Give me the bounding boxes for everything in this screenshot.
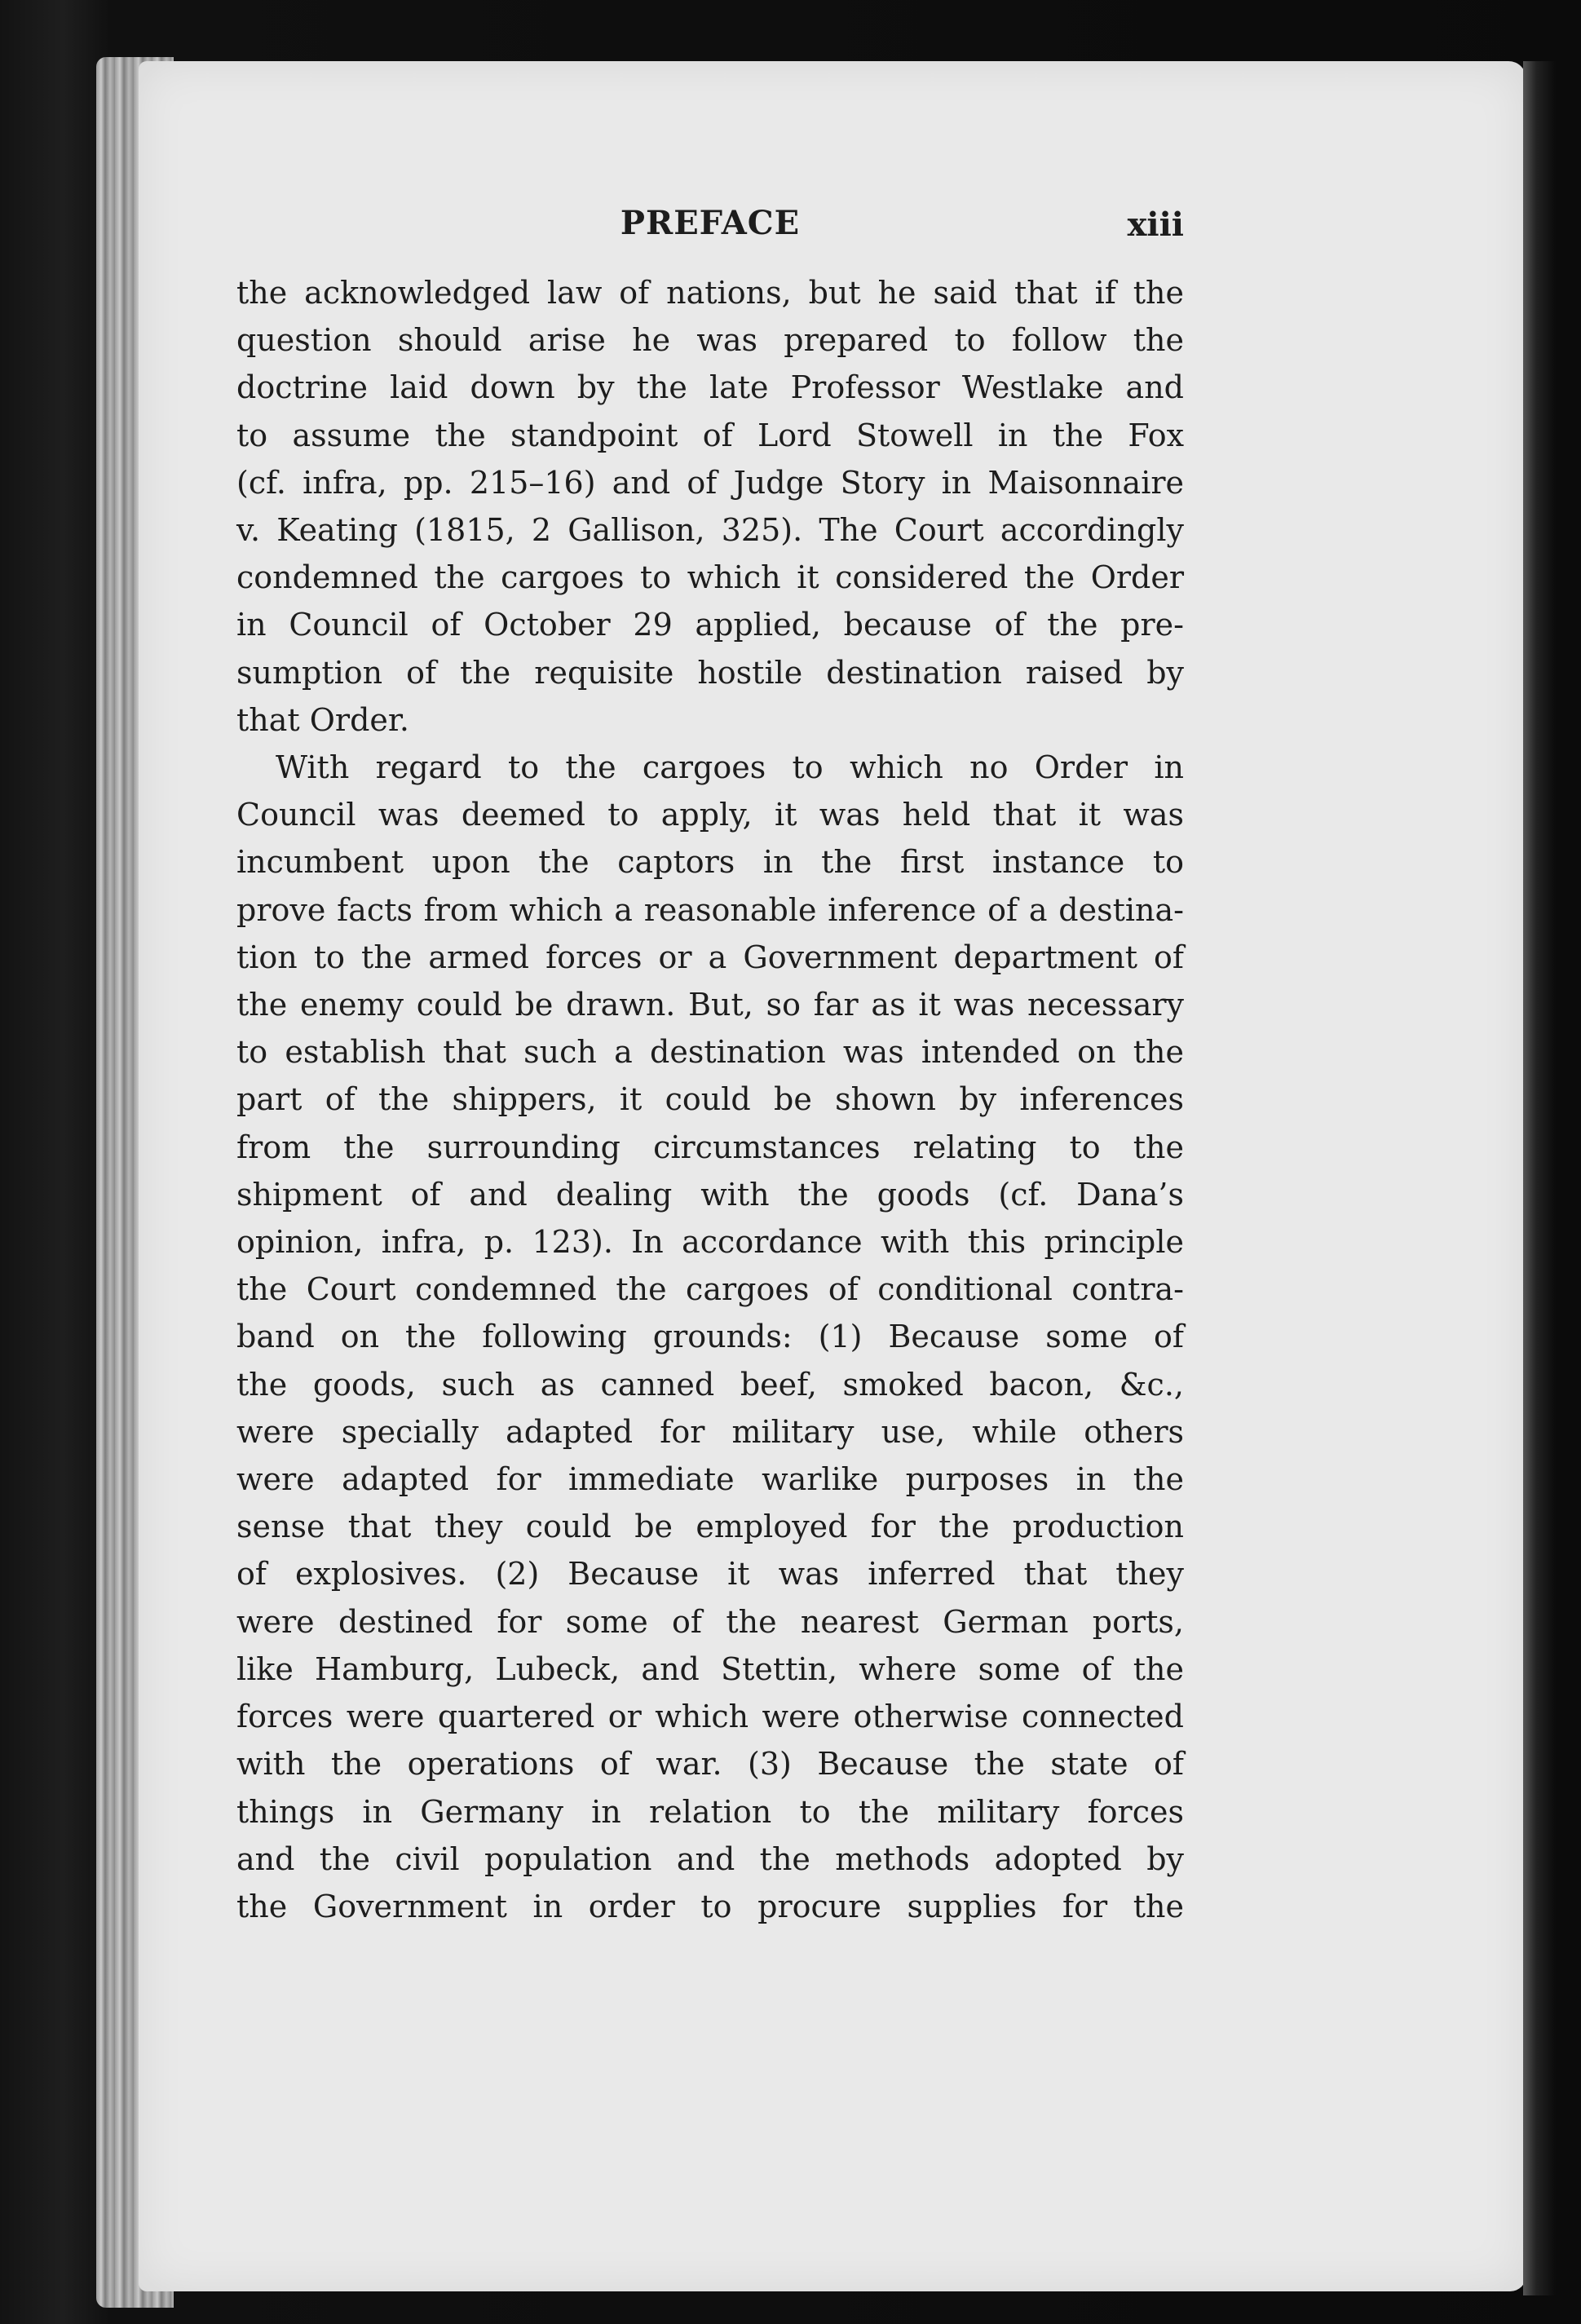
text-line: band on the following grounds: (1) Because some of	[236, 1319, 1184, 1355]
text-line: the goods, such as canned beef, smoked bacon, &c.,	[236, 1366, 1184, 1403]
text-line: condemned the cargoes to which it considered the Order	[236, 559, 1184, 596]
text-line: were destined for some of the nearest German ports,	[236, 1603, 1184, 1640]
text-line: with the operations of war. (3) Because the state of	[236, 1746, 1184, 1783]
text-line: the enemy could be drawn. But, so far as it was necessary	[236, 987, 1184, 1023]
text-line: With regard to the cargoes to which no Order in	[276, 749, 1184, 786]
text-line: in Council of October 29 applied, because of the pre-	[236, 607, 1184, 643]
paragraph-2	[236, 744, 1184, 1930]
text-line: of explosives. (2) Because it was inferred that they	[236, 1556, 1184, 1593]
text-line: from the surrounding circumstances relating to the	[236, 1129, 1184, 1165]
text-line: sense that they could be employed for the production	[236, 1509, 1184, 1545]
text-line: to assume the standpoint of Lord Stowell in the Fox	[236, 417, 1184, 453]
text-line: opinion, infra, p. 123). In accordance with this principle	[236, 1224, 1184, 1261]
text-line: (cf. infra, pp. 215–16) and of Judge Story in Maisonnaire	[236, 464, 1184, 501]
running-head-title: PREFACE	[620, 204, 801, 242]
text-line: question should arise he was prepared to follow the	[236, 322, 1184, 359]
text-line: were adapted for immediate warlike purposes in the	[236, 1461, 1184, 1498]
running-head	[236, 204, 1184, 261]
text-line: forces were quartered or which were otherwise connected	[236, 1699, 1184, 1735]
text-line: incumbent upon the captors in the first instance to	[236, 844, 1184, 881]
text-line: that Order.	[236, 701, 409, 738]
text-line: to establish that such a destination was intended on the	[236, 1034, 1184, 1071]
paragraph-1	[236, 269, 1184, 744]
text-line: things in Germany in relation to the military forces	[236, 1793, 1184, 1830]
page-number: xiii	[1127, 205, 1184, 244]
text-line: prove facts from which a reasonable inference of a destina-	[236, 891, 1184, 928]
page-edge-shadow	[1523, 61, 1556, 2295]
text-line: Council was deemed to apply, it was held that it was	[236, 797, 1184, 833]
text-line: and the civil population and the methods adopted by	[236, 1840, 1184, 1877]
text-line: shipment of and dealing with the goods (cf. Dana’s	[236, 1176, 1184, 1213]
text-line: part of the shippers, it could be shown by inferences	[236, 1081, 1184, 1118]
text-line: the acknowledged law of nations, but he said that if the	[236, 275, 1184, 311]
page-text-block	[236, 204, 1184, 1930]
text-line: sumption of the requisite hostile destination raised by	[236, 654, 1184, 691]
text-line: tion to the armed forces or a Government department of	[236, 939, 1184, 975]
text-line: v. Keating (1815, 2 Gallison, 325). The Court accordingly	[236, 512, 1184, 549]
text-line: like Hamburg, Lubeck, and Stettin, where some of the	[236, 1650, 1184, 1687]
text-line: the Court condemned the cargoes of conditional contra-	[236, 1271, 1184, 1308]
text-line: doctrine laid down by the late Professor Westlake and	[236, 369, 1184, 406]
text-line: the Government in order to procure supplies for the	[236, 1888, 1184, 1924]
text-line: were specially adapted for military use, while others	[236, 1413, 1184, 1450]
